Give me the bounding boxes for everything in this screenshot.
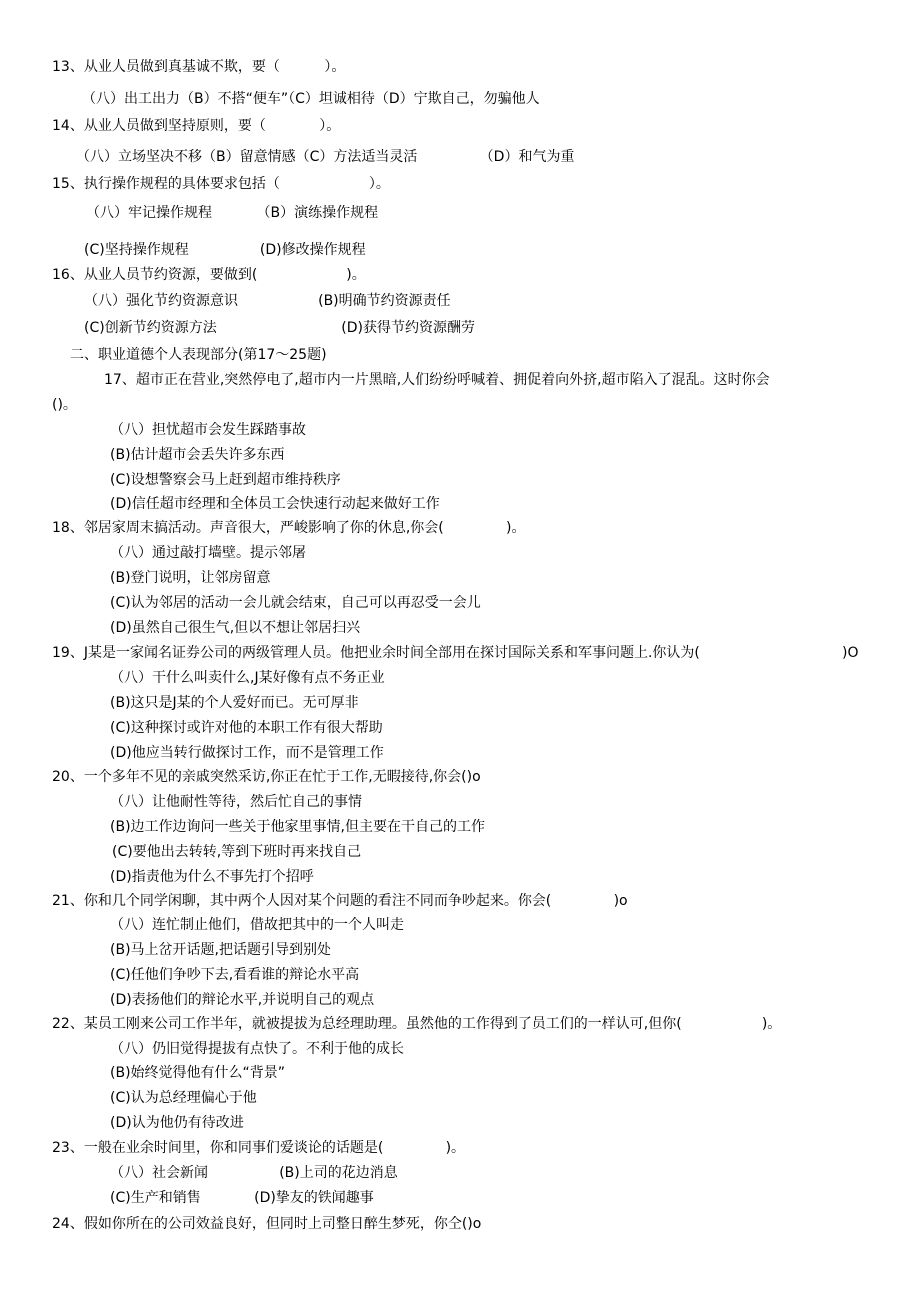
question-18: 18、邻居家周末搞活动。声音很大，严峻影响了你的休息,你会( )。 xyxy=(52,520,526,536)
question-23: 23、一般在业余时间里，你和同事们爱谈论的话题是( )。 xyxy=(52,1140,466,1156)
question-14: 14、从业人员做到坚持原则，要（ ）。 xyxy=(52,118,341,134)
question-13-options: （八）出工出力（B）不搭“便车”（C）坦诚相待（D）宁欺自己，勿骗他人 xyxy=(82,91,540,107)
question-17-option-c: (C)设想警察会马上赶到超市维持秩序 xyxy=(110,472,341,488)
question-21-option-a: （八）连忙制止他们，借故把其中的一个人叫走 xyxy=(110,917,404,933)
question-19-option-a: （八）干什么叫卖什么,J某好像有点不务正业 xyxy=(110,670,385,686)
question-19-option-c: (C)这种探讨或许对他的本职工作有很大帮助 xyxy=(110,720,383,736)
question-17-option-a: （八）担忧超市会发生踩踏事故 xyxy=(110,422,306,438)
question-20-option-c: (C)要他出去转转,等到下班时再来找自己 xyxy=(112,844,362,860)
question-17-tail: ()。 xyxy=(52,397,77,413)
question-15: 15、执行操作规程的具体要求包括（ ）。 xyxy=(52,176,390,192)
question-18-option-c: (C)认为邻居的活动一会儿就会结束，自己可以再忍受一会儿 xyxy=(110,595,481,611)
question-16: 16、从业人员节约资源，要做到( )。 xyxy=(52,267,366,283)
question-18-option-b: (B)登门说明，让邻房留意 xyxy=(110,570,271,586)
section-heading: 二、职业道德个人表现部分(第17〜25题) xyxy=(70,347,327,363)
question-19-end: )O xyxy=(842,645,859,661)
question-21-option-b: (B)马上岔开话题,把话题引导到别处 xyxy=(110,942,331,958)
question-23-options-ab: （八）社会新闻 (B)上司的花边消息 xyxy=(110,1165,398,1181)
question-22-option-b: (B)始终觉得他有什么“背景” xyxy=(110,1065,286,1081)
question-20-option-d: (D)指责他为什么不事先打个招呼 xyxy=(110,869,314,885)
question-19-option-d: (D)他应当转行做探讨工作，而不是管理工作 xyxy=(110,745,384,761)
question-16-options-cd: (C)创新节约资源方法 (D)获得节约资源酬劳 xyxy=(84,320,476,336)
question-20-option-b: (B)边工作边询问一些关于他家里事情,但主要在干自己的工作 xyxy=(110,819,485,835)
question-24: 24、假如你所在的公司效益良好，但同时上司整日醉生梦死，你仝()o xyxy=(52,1216,482,1232)
question-16-options-ab: （八）强化节约资源意识 (B)明确节约资源责任 xyxy=(84,293,451,309)
question-22: 22、某员工刚来公司工作半年，就被提拔为总经理助理。虽然他的工作得到了员工们的一样认可,但你( )。 xyxy=(52,1016,782,1032)
question-19: 19、J某是一家闻名证券公司的两级管理人员。他把业余时间全部用在探讨国际关系和军事问题上.你认为( xyxy=(52,645,700,661)
question-20-option-a: （八）让他耐性等待，然后忙自己的事情 xyxy=(110,794,362,810)
question-21-option-d: (D)表扬他们的辩论水平,并说明自己的观点 xyxy=(110,992,375,1008)
question-17: 17、超市正在营业,突然停电了,超市内一片黑暗,人们纷纷呼喊着、拥促着向外挤,超市陷入了混乱。这时你会 xyxy=(104,372,770,388)
question-13: 13、从业人员做到真基诚不欺，要（ ）。 xyxy=(52,59,346,75)
question-21-option-c: (C)任他们争吵下去,看看谁的辩论水平高 xyxy=(110,967,360,983)
question-18-option-a: （八）通过敲打墙壁。提示邻屠 xyxy=(110,545,306,561)
question-18-option-d: (D)虽然自己很生气,但以不想让邻居扫兴 xyxy=(110,620,361,636)
question-17-option-d: (D)信任超市经理和全体员工会快速行动起来做好工作 xyxy=(110,496,440,512)
question-19-option-b: (B)这只是J某的个人爱好而已。无可厚非 xyxy=(110,695,359,711)
question-20: 20、一个多年不见的亲戚突然采访,你正在忙于工作,无暇接待,你会()o xyxy=(52,769,481,785)
question-15-options-cd: (C)坚持操作规程 (D)修改操作规程 xyxy=(84,242,366,258)
question-22-option-c: (C)认为总经理偏心于他 xyxy=(110,1090,257,1106)
question-14-options: （八）立场坚决不移（B）留意情感（C）方法适当灵活 （D）和气为重 xyxy=(76,149,575,165)
question-22-option-a: （八）仍旧觉得提拔有点快了。不利于他的成长 xyxy=(110,1041,404,1057)
question-22-option-d: (D)认为他仍有待改进 xyxy=(110,1115,244,1131)
question-15-options-ab: （八）牢记操作规程 （B）演练操作规程 xyxy=(86,205,379,221)
question-21: 21、你和几个同学闲聊，其中两个人因对某个问题的看注不同而争吵起来。你会( )o xyxy=(52,893,628,909)
question-17-option-b: (B)估计超市会丢失许多东西 xyxy=(110,447,285,463)
question-23-options-cd: (C)生产和销售 (D)挚友的铁闻趣事 xyxy=(110,1190,374,1206)
